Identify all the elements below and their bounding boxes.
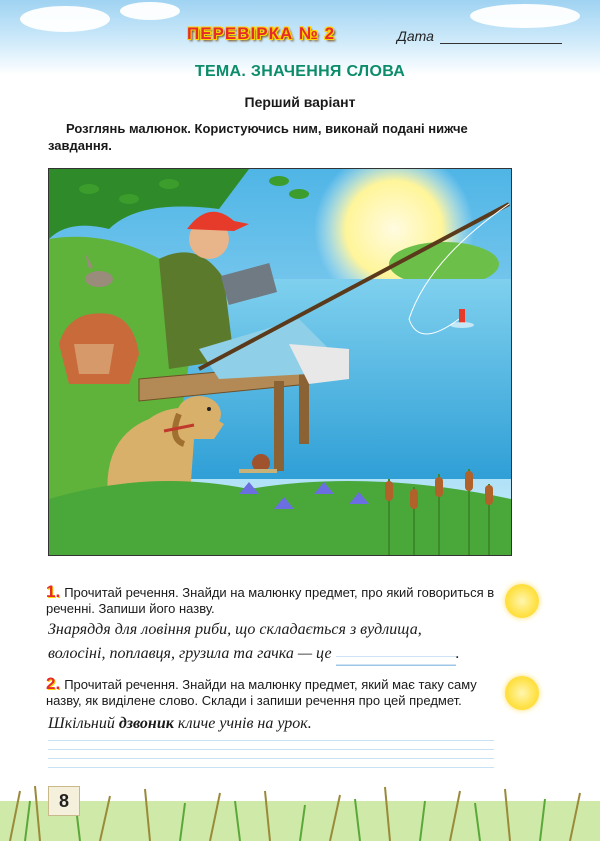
intro-text: Розглянь малюнок. Користуючись ним, виконай подані нижче завдання. — [48, 121, 468, 153]
task-2-sentence-before: Шкільний — [48, 715, 119, 732]
task-2-sentence-bold-word: дзвоник — [118, 715, 174, 732]
task-1-answer-line[interactable] — [336, 649, 456, 666]
grass-decoration — [0, 771, 600, 841]
topic-heading: ТЕМА. ЗНАЧЕННЯ СЛОВА — [194, 63, 406, 80]
task-2-sentence-after: кличе учнів на урок. — [173, 715, 312, 732]
task-1-sentence-line2-wrap — [48, 642, 498, 666]
sun-icon — [505, 584, 539, 618]
date-field[interactable] — [397, 28, 562, 44]
cloud-decoration — [470, 4, 580, 28]
task-1-sentence-line2: волосіні, поплавця, грузила та гачка — це — [48, 645, 332, 662]
task-1-sentence-line1: Знаряддя для ловіння риби, що складається з вудлища, — [48, 621, 422, 638]
pier-post — [299, 374, 309, 444]
page-title: ПЕРЕВІРКА № 2 — [187, 24, 336, 43]
date-line[interactable] — [440, 31, 562, 44]
sun-icon — [505, 676, 539, 710]
task-2-sentence — [48, 712, 498, 736]
task-2-instruction: Прочитай речення. Знайди на малюнку предмет, який має таку саму назву, як виділене слово. Склади і запиши речення про цей предмет. — [46, 677, 477, 708]
task-1 — [46, 584, 496, 617]
fishing-illustration — [48, 168, 512, 556]
task-1-number: 1. — [46, 582, 61, 601]
task-2-number: 2. — [46, 674, 61, 693]
date-label: Дата — [397, 28, 434, 44]
task-1-sentence-end: . — [455, 645, 460, 662]
task-1-sentence — [48, 618, 498, 666]
pier-post — [274, 381, 284, 471]
page-number: 8 — [48, 786, 80, 816]
cloud-decoration — [20, 6, 110, 32]
variant-heading: Перший варіант — [244, 94, 356, 110]
task-2-writing-lines[interactable] — [48, 740, 494, 768]
task-2 — [46, 676, 496, 709]
task-1-instruction: Прочитай речення. Знайди на малюнку предмет, про який говориться в реченні. Запиши його назву. — [46, 585, 495, 616]
cloud-decoration — [120, 2, 180, 20]
